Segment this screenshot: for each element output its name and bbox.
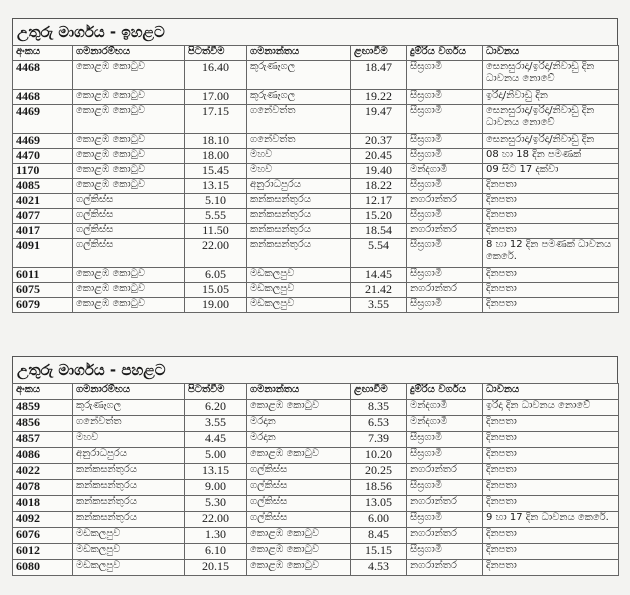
cell-departure: 4.45 bbox=[185, 432, 247, 448]
cell-train-type: නගරාන්තර bbox=[407, 283, 483, 298]
cell-train-number: 4085 bbox=[13, 179, 73, 194]
cell-runs: දිනපතා bbox=[483, 432, 619, 448]
cell-train-type: නගරාන්තර bbox=[407, 194, 483, 209]
cell-destination: කන්කසන්තුරය bbox=[247, 194, 351, 209]
cell-train-type: සීඝ්‍රගාමී bbox=[407, 298, 483, 313]
cell-departure: 5.30 bbox=[185, 496, 247, 512]
cell-arrival: 3.55 bbox=[351, 298, 407, 313]
cell-arrival: 6.00 bbox=[351, 512, 407, 528]
cell-train-number: 4077 bbox=[13, 209, 73, 224]
cell-departure: 6.05 bbox=[185, 268, 247, 283]
cell-arrival: 18.54 bbox=[351, 224, 407, 239]
cell-arrival: 21.42 bbox=[351, 283, 407, 298]
header-train-type: දුම්රිය වර්ගය bbox=[407, 46, 483, 61]
cell-runs: ඉරිදා දින ධාවනය නොවේ bbox=[483, 400, 619, 416]
cell-departure: 6.10 bbox=[185, 544, 247, 560]
cell-destination: මඩකලපුව bbox=[247, 268, 351, 283]
cell-train-number: 4468 bbox=[13, 90, 73, 105]
table-row bbox=[13, 61, 619, 90]
cell-origin: කන්කසන්තුරය bbox=[73, 496, 185, 512]
cell-origin: කොළඹ කොටුව bbox=[73, 105, 185, 134]
cell-arrival: 19.40 bbox=[351, 164, 407, 179]
header-number: අංකය bbox=[13, 384, 73, 400]
cell-origin: මඩකලපුව bbox=[73, 544, 185, 560]
cell-runs: දිනපතා bbox=[483, 179, 619, 194]
cell-destination: ගල්කිස්ස bbox=[247, 464, 351, 480]
cell-departure: 15.45 bbox=[185, 164, 247, 179]
cell-train-type: සීඝ්‍රගාමී bbox=[407, 432, 483, 448]
table-row bbox=[13, 224, 619, 239]
table-row bbox=[13, 480, 619, 496]
cell-train-type: සීඝ්‍රගාමී bbox=[407, 61, 483, 90]
cell-train-type: මන්දගාමී bbox=[407, 400, 483, 416]
table-row bbox=[13, 464, 619, 480]
header-arrival: ළඟාවීම bbox=[351, 384, 407, 400]
cell-train-type: නගරාන්තර bbox=[407, 224, 483, 239]
table-row bbox=[13, 560, 619, 576]
cell-destination: කොළඹ කොටුව bbox=[247, 560, 351, 576]
cell-destination: ගනේවත්ත bbox=[247, 134, 351, 149]
cell-train-type: සීඝ්‍රගාමී bbox=[407, 239, 483, 268]
cell-train-type: සීඝ්‍රගාමී bbox=[407, 512, 483, 528]
cell-train-number: 4078 bbox=[13, 480, 73, 496]
cell-train-type: සීඝ්‍රගාමී bbox=[407, 90, 483, 105]
table-row bbox=[13, 544, 619, 560]
cell-train-number: 6076 bbox=[13, 528, 73, 544]
cell-departure: 19.00 bbox=[185, 298, 247, 313]
cell-runs: 9 හා 17 දින ධාවනය කෙරේ. bbox=[483, 512, 619, 528]
cell-departure: 3.55 bbox=[185, 416, 247, 432]
cell-runs: 09 සිට 17 දක්වා bbox=[483, 164, 619, 179]
cell-arrival: 20.37 bbox=[351, 134, 407, 149]
cell-runs: සෙනසුරාදා/ඉරිදා/නිවාඩු දින ධාවනය නොවේ bbox=[483, 105, 619, 134]
cell-runs: 8 හා 12 දින පමණක් ධාවනය කෙරේ. bbox=[483, 239, 619, 268]
cell-runs: දිනපතා bbox=[483, 464, 619, 480]
cell-train-type: සීඝ්‍රගාමී bbox=[407, 480, 483, 496]
section-title-up: උතුරු මාර්ගය - ඉහළට bbox=[12, 18, 618, 45]
cell-runs: දිනපතා bbox=[483, 416, 619, 432]
table-row bbox=[13, 448, 619, 464]
cell-runs: 08 හා 18 දින පමණක් bbox=[483, 149, 619, 164]
cell-train-type: නගරාන්තර bbox=[407, 528, 483, 544]
table-row bbox=[13, 105, 619, 134]
cell-destination: කුරුණෑගල bbox=[247, 90, 351, 105]
cell-departure: 1.30 bbox=[185, 528, 247, 544]
header-runs: ධාවනය bbox=[483, 384, 619, 400]
cell-train-number: 4018 bbox=[13, 496, 73, 512]
cell-train-number: 4857 bbox=[13, 432, 73, 448]
cell-train-number: 4017 bbox=[13, 224, 73, 239]
section-title-down: උතුරු මාර්ගය - පහළට bbox=[12, 356, 618, 383]
cell-runs: දිනපතා bbox=[483, 560, 619, 576]
cell-destination: මරදාන bbox=[247, 416, 351, 432]
cell-destination: ගනේවත්ත bbox=[247, 105, 351, 134]
cell-destination: මහව bbox=[247, 164, 351, 179]
cell-departure: 5.10 bbox=[185, 194, 247, 209]
cell-origin: කොළඹ කොටුව bbox=[73, 134, 185, 149]
header-number: අංකය bbox=[13, 46, 73, 61]
table-row bbox=[13, 512, 619, 528]
header-departure: පිටත්වීම bbox=[185, 384, 247, 400]
cell-origin: ගනේවත්ත bbox=[73, 416, 185, 432]
cell-train-number: 4470 bbox=[13, 149, 73, 164]
table-header-row bbox=[13, 384, 619, 400]
cell-train-number: 4022 bbox=[13, 464, 73, 480]
cell-train-type: සීඝ්‍රගාමී bbox=[407, 134, 483, 149]
cell-train-type: නගරාන්තර bbox=[407, 496, 483, 512]
cell-origin: කොළඹ කොටුව bbox=[73, 179, 185, 194]
cell-departure: 17.00 bbox=[185, 90, 247, 105]
cell-train-type: සීඝ්‍රගාමී bbox=[407, 149, 483, 164]
cell-train-number: 6075 bbox=[13, 283, 73, 298]
cell-train-type: මන්දගාමී bbox=[407, 416, 483, 432]
cell-train-number: 4856 bbox=[13, 416, 73, 432]
cell-arrival: 13.05 bbox=[351, 496, 407, 512]
cell-destination: ගල්කිස්ස bbox=[247, 496, 351, 512]
cell-departure: 5.55 bbox=[185, 209, 247, 224]
cell-runs: දිනපතා bbox=[483, 298, 619, 313]
cell-arrival: 15.20 bbox=[351, 209, 407, 224]
cell-runs: දිනපතා bbox=[483, 448, 619, 464]
table-row bbox=[13, 400, 619, 416]
cell-train-number: 4021 bbox=[13, 194, 73, 209]
cell-arrival: 6.53 bbox=[351, 416, 407, 432]
cell-runs: දිනපතා bbox=[483, 209, 619, 224]
cell-departure: 20.15 bbox=[185, 560, 247, 576]
table-row bbox=[13, 283, 619, 298]
cell-train-number: 4469 bbox=[13, 134, 73, 149]
table-row bbox=[13, 496, 619, 512]
cell-destination: කුරුණෑගල bbox=[247, 61, 351, 90]
cell-origin: කොළඹ කොටුව bbox=[73, 90, 185, 105]
cell-arrival: 10.20 bbox=[351, 448, 407, 464]
cell-arrival: 8.35 bbox=[351, 400, 407, 416]
cell-origin: මඩකලපුව bbox=[73, 560, 185, 576]
table-row bbox=[13, 432, 619, 448]
cell-destination: මඩකලපුව bbox=[247, 283, 351, 298]
cell-destination: අනුරාධපුරය bbox=[247, 179, 351, 194]
cell-origin: අනුරාධපුරය bbox=[73, 448, 185, 464]
cell-train-type: සීඝ්‍රගාමී bbox=[407, 544, 483, 560]
timetable-down bbox=[12, 383, 619, 576]
cell-runs: දිනපතා bbox=[483, 544, 619, 560]
cell-runs: ඉරිදා/නිවාඩු දින bbox=[483, 90, 619, 105]
cell-train-type: සීඝ්‍රගාමී bbox=[407, 179, 483, 194]
northern-line-up-section bbox=[12, 18, 618, 313]
cell-arrival: 14.45 bbox=[351, 268, 407, 283]
cell-destination: මඩකලපුව bbox=[247, 298, 351, 313]
cell-origin: කුරුණෑගල bbox=[73, 400, 185, 416]
cell-arrival: 5.54 bbox=[351, 239, 407, 268]
cell-arrival: 8.45 bbox=[351, 528, 407, 544]
cell-origin: ගල්කිස්ස bbox=[73, 239, 185, 268]
cell-arrival: 7.39 bbox=[351, 432, 407, 448]
cell-departure: 17.15 bbox=[185, 105, 247, 134]
timetable-up bbox=[12, 45, 619, 313]
cell-origin: ගල්කිස්ස bbox=[73, 194, 185, 209]
cell-departure: 11.50 bbox=[185, 224, 247, 239]
table-header-row bbox=[13, 46, 619, 61]
cell-destination: ගල්කිස්ස bbox=[247, 480, 351, 496]
cell-departure: 18.00 bbox=[185, 149, 247, 164]
cell-runs: දිනපතා bbox=[483, 194, 619, 209]
cell-runs: දිනපතා bbox=[483, 496, 619, 512]
header-arrival: ළඟාවීම bbox=[351, 46, 407, 61]
cell-departure: 13.15 bbox=[185, 179, 247, 194]
cell-arrival: 19.22 bbox=[351, 90, 407, 105]
cell-train-number: 4469 bbox=[13, 105, 73, 134]
cell-origin: කන්කසන්තුරය bbox=[73, 464, 185, 480]
cell-train-type: නගරාන්තර bbox=[407, 464, 483, 480]
cell-departure: 15.05 bbox=[185, 283, 247, 298]
cell-runs: දිනපතා bbox=[483, 480, 619, 496]
cell-origin: කොළඹ කොටුව bbox=[73, 149, 185, 164]
cell-destination: කන්කසන්තුරය bbox=[247, 209, 351, 224]
cell-origin: කොළඹ කොටුව bbox=[73, 283, 185, 298]
cell-destination: කොළඹ කොටුව bbox=[247, 544, 351, 560]
table-row bbox=[13, 149, 619, 164]
table-row bbox=[13, 134, 619, 149]
header-train-type: දුම්රිය වර්ගය bbox=[407, 384, 483, 400]
cell-departure: 6.20 bbox=[185, 400, 247, 416]
header-departure: පිටත්වීම bbox=[185, 46, 247, 61]
cell-origin: මහව bbox=[73, 432, 185, 448]
cell-train-number: 6012 bbox=[13, 544, 73, 560]
cell-train-type: සීඝ්‍රගාමී bbox=[407, 268, 483, 283]
cell-train-type: සීඝ්‍රගාමී bbox=[407, 209, 483, 224]
cell-runs: දිනපතා bbox=[483, 224, 619, 239]
cell-destination: කොළඹ කොටුව bbox=[247, 528, 351, 544]
header-runs: ධාවනය bbox=[483, 46, 619, 61]
cell-departure: 22.00 bbox=[185, 512, 247, 528]
northern-line-down-section bbox=[12, 356, 618, 576]
cell-destination: මරදාන bbox=[247, 432, 351, 448]
cell-train-number: 4092 bbox=[13, 512, 73, 528]
cell-arrival: 18.47 bbox=[351, 61, 407, 90]
cell-train-number: 4086 bbox=[13, 448, 73, 464]
cell-arrival: 18.56 bbox=[351, 480, 407, 496]
cell-origin: කොළඹ කොටුව bbox=[73, 61, 185, 90]
cell-origin: කන්කසන්තුරය bbox=[73, 480, 185, 496]
cell-destination: කන්කසන්තුරය bbox=[247, 224, 351, 239]
cell-train-number: 4859 bbox=[13, 400, 73, 416]
table-row bbox=[13, 179, 619, 194]
cell-runs: දිනපතා bbox=[483, 283, 619, 298]
header-destination: ගමනාන්තය bbox=[247, 46, 351, 61]
cell-runs: සෙනසුරාදා/ඉරිදා/නිවාඩු දින bbox=[483, 134, 619, 149]
header-origin: ගමනාරම්භය bbox=[73, 46, 185, 61]
table-row bbox=[13, 209, 619, 224]
table-row bbox=[13, 298, 619, 313]
table-row bbox=[13, 416, 619, 432]
cell-destination: කොළඹ කොටුව bbox=[247, 448, 351, 464]
cell-destination: කොළඹ කොටුව bbox=[247, 400, 351, 416]
cell-destination: මහව bbox=[247, 149, 351, 164]
cell-departure: 22.00 bbox=[185, 239, 247, 268]
cell-train-number: 6079 bbox=[13, 298, 73, 313]
cell-train-number: 4468 bbox=[13, 61, 73, 90]
cell-train-type: සීඝ්‍රගාමී bbox=[407, 448, 483, 464]
cell-train-type: සීඝ්‍රගාමී bbox=[407, 105, 483, 134]
cell-arrival: 20.25 bbox=[351, 464, 407, 480]
table-row bbox=[13, 239, 619, 268]
cell-runs: සෙනසුරාදා/ඉරිදා/නිවාඩු දින ධාවනය නොවේ bbox=[483, 61, 619, 90]
cell-train-number: 6080 bbox=[13, 560, 73, 576]
cell-arrival: 15.15 bbox=[351, 544, 407, 560]
cell-arrival: 12.17 bbox=[351, 194, 407, 209]
table-row bbox=[13, 90, 619, 105]
cell-departure: 5.00 bbox=[185, 448, 247, 464]
header-destination: ගමනාන්තය bbox=[247, 384, 351, 400]
header-origin: ගමනාරම්භය bbox=[73, 384, 185, 400]
table-row bbox=[13, 194, 619, 209]
cell-train-type: නගරාන්තර bbox=[407, 560, 483, 576]
cell-arrival: 18.22 bbox=[351, 179, 407, 194]
cell-departure: 16.40 bbox=[185, 61, 247, 90]
cell-origin: කන්කසන්තුරය bbox=[73, 512, 185, 528]
cell-train-type: මන්දගාමී bbox=[407, 164, 483, 179]
cell-destination: කන්කසන්තුරය bbox=[247, 239, 351, 268]
cell-origin: ගල්කිස්ස bbox=[73, 209, 185, 224]
cell-destination: ගල්කිස්ස bbox=[247, 512, 351, 528]
table-row bbox=[13, 268, 619, 283]
cell-train-number: 4091 bbox=[13, 239, 73, 268]
cell-runs: දිනපතා bbox=[483, 528, 619, 544]
cell-train-number: 6011 bbox=[13, 268, 73, 283]
cell-train-number: 1170 bbox=[13, 164, 73, 179]
cell-origin: කොළඹ කොටුව bbox=[73, 164, 185, 179]
table-row bbox=[13, 528, 619, 544]
table-row bbox=[13, 164, 619, 179]
cell-arrival: 4.53 bbox=[351, 560, 407, 576]
cell-origin: මඩකලපුව bbox=[73, 528, 185, 544]
cell-arrival: 20.45 bbox=[351, 149, 407, 164]
cell-runs: දිනපතා bbox=[483, 268, 619, 283]
cell-origin: ගල්කිස්ස bbox=[73, 224, 185, 239]
cell-arrival: 19.47 bbox=[351, 105, 407, 134]
cell-departure: 18.10 bbox=[185, 134, 247, 149]
cell-departure: 9.00 bbox=[185, 480, 247, 496]
cell-departure: 13.15 bbox=[185, 464, 247, 480]
cell-origin: කොළඹ කොටුව bbox=[73, 298, 185, 313]
cell-origin: කොළඹ කොටුව bbox=[73, 268, 185, 283]
